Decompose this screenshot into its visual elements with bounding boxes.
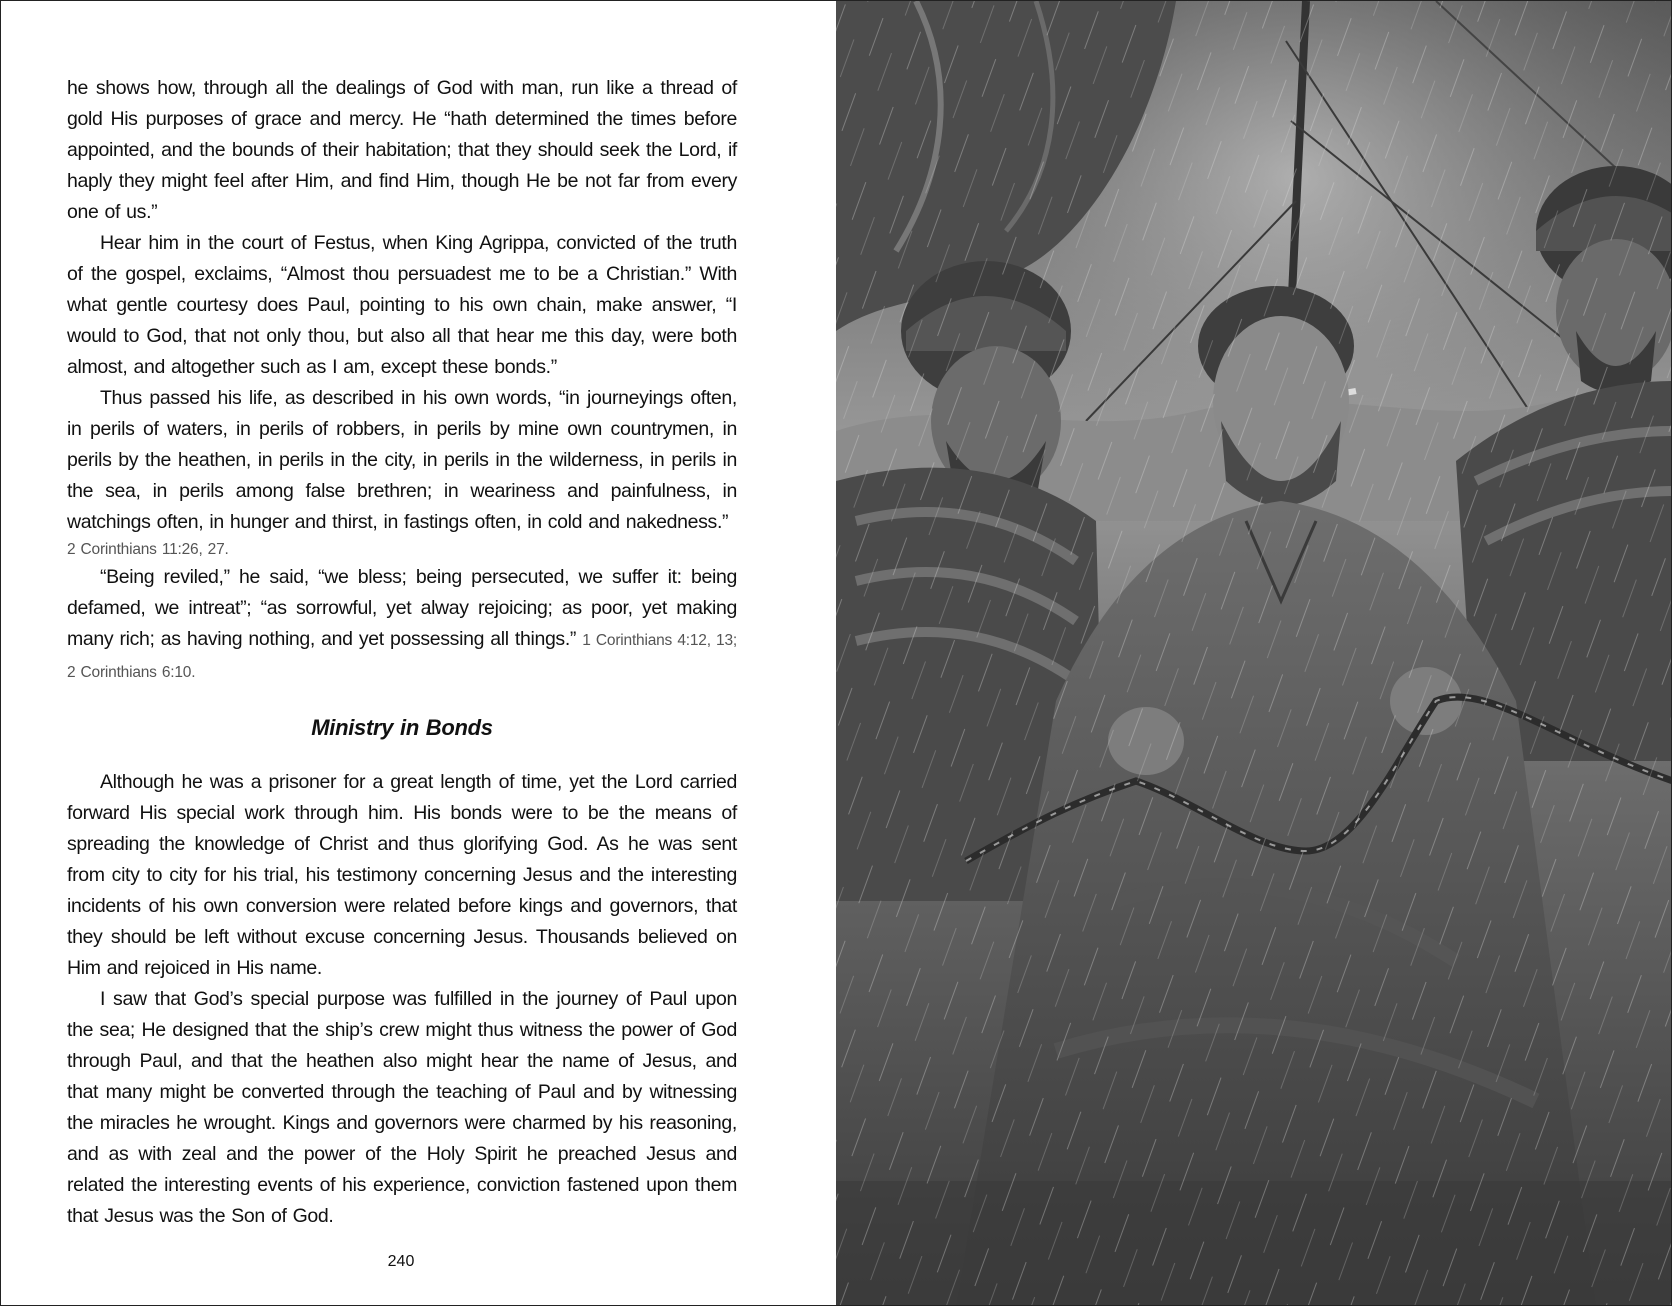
paragraph — [67, 562, 737, 688]
paragraph — [67, 228, 737, 383]
page-number: 240 — [387, 1253, 415, 1270]
paragraph — [67, 984, 737, 1232]
illustration-paul-in-chains — [836, 1, 1672, 1306]
scripture-reference: 1 Corinthians 4:12, 13; 2 Corinthians 6:10. — [67, 632, 737, 681]
paragraph-text: he shows how, through all the dealings of God with man, run like a thread of gold His purposes of grace and mercy. He “hath determined the times before appointed, and the bounds of their habitation; that they should seek the Lord, if haply they might feel after Him, and find Him, though He be not far from every one of us.” — [67, 77, 737, 223]
scripture-reference: 2 Corinthians 11:26, 27. — [67, 541, 229, 558]
paragraph — [67, 767, 737, 984]
paragraph-text: “Being reviled,” he said, “we bless; being persecuted, we suffer it: being defamed, we intreat”; “as sorrowful, yet alway rejoicing; as poor, yet making many rich; as having nothing, and yet possessing all things.” — [67, 566, 737, 650]
paragraph — [67, 383, 737, 562]
rain-overlay — [836, 1, 1672, 1306]
body-text — [67, 73, 737, 1232]
text-page — [1, 1, 835, 1305]
paragraph-text: Thus passed his life, as described in his own words, “in journeyings often, in perils of waters, in perils of robbers, in perils by mine own countrymen, in perils by the heathen, in perils in the city, in perils in the wilderness, in perils in the sea, in perils among false brethren; in weariness and painfulness, in watchings often, in hunger and thirst, in fastings often, in cold and nakedness.” — [67, 387, 737, 533]
paragraph-text: I saw that God’s special purpose was fulfilled in the journey of Paul upon the sea; He designed that the ship’s crew might thus witness the power of God through Paul, and that the heathen also might hear the name of Jesus, and that many might be converted through the teaching of Paul and by witnessing the miracles he wrought. Kings and governors were charmed by his reasoning, and as with zeal and the power of the Holy Spirit he preached Jesus and related the interesting events of his experience, conviction fastened upon them that Jesus was the Son of God. — [67, 988, 737, 1227]
section-heading: Ministry in Bonds — [311, 715, 493, 740]
paragraph — [67, 73, 737, 228]
illustration-page — [836, 1, 1672, 1306]
paragraph-text: Hear him in the court of Festus, when King Agrippa, convicted of the truth of the gospel, exclaims, “Almost thou persuadest me to be a Christian.” With what gentle courtesy does Paul, pointing to his own chain, make answer, “I would to God, that not only thou, but also all that hear me this day, were both almost, and altogether such as I am, except these bonds.” — [67, 232, 737, 378]
paragraph-text: Although he was a prisoner for a great length of time, yet the Lord carried forward His special work through him. His bonds were to be the means of spreading the knowledge of Christ and thus glorifying God. As he was sent from city to city for his trial, his testimony concerning Jesus and the interesting incidents of his own conversion were related before kings and governors, that they should be left without excuse concerning Jesus. Thousands believed on Him and rejoiced in His name. — [67, 771, 737, 979]
